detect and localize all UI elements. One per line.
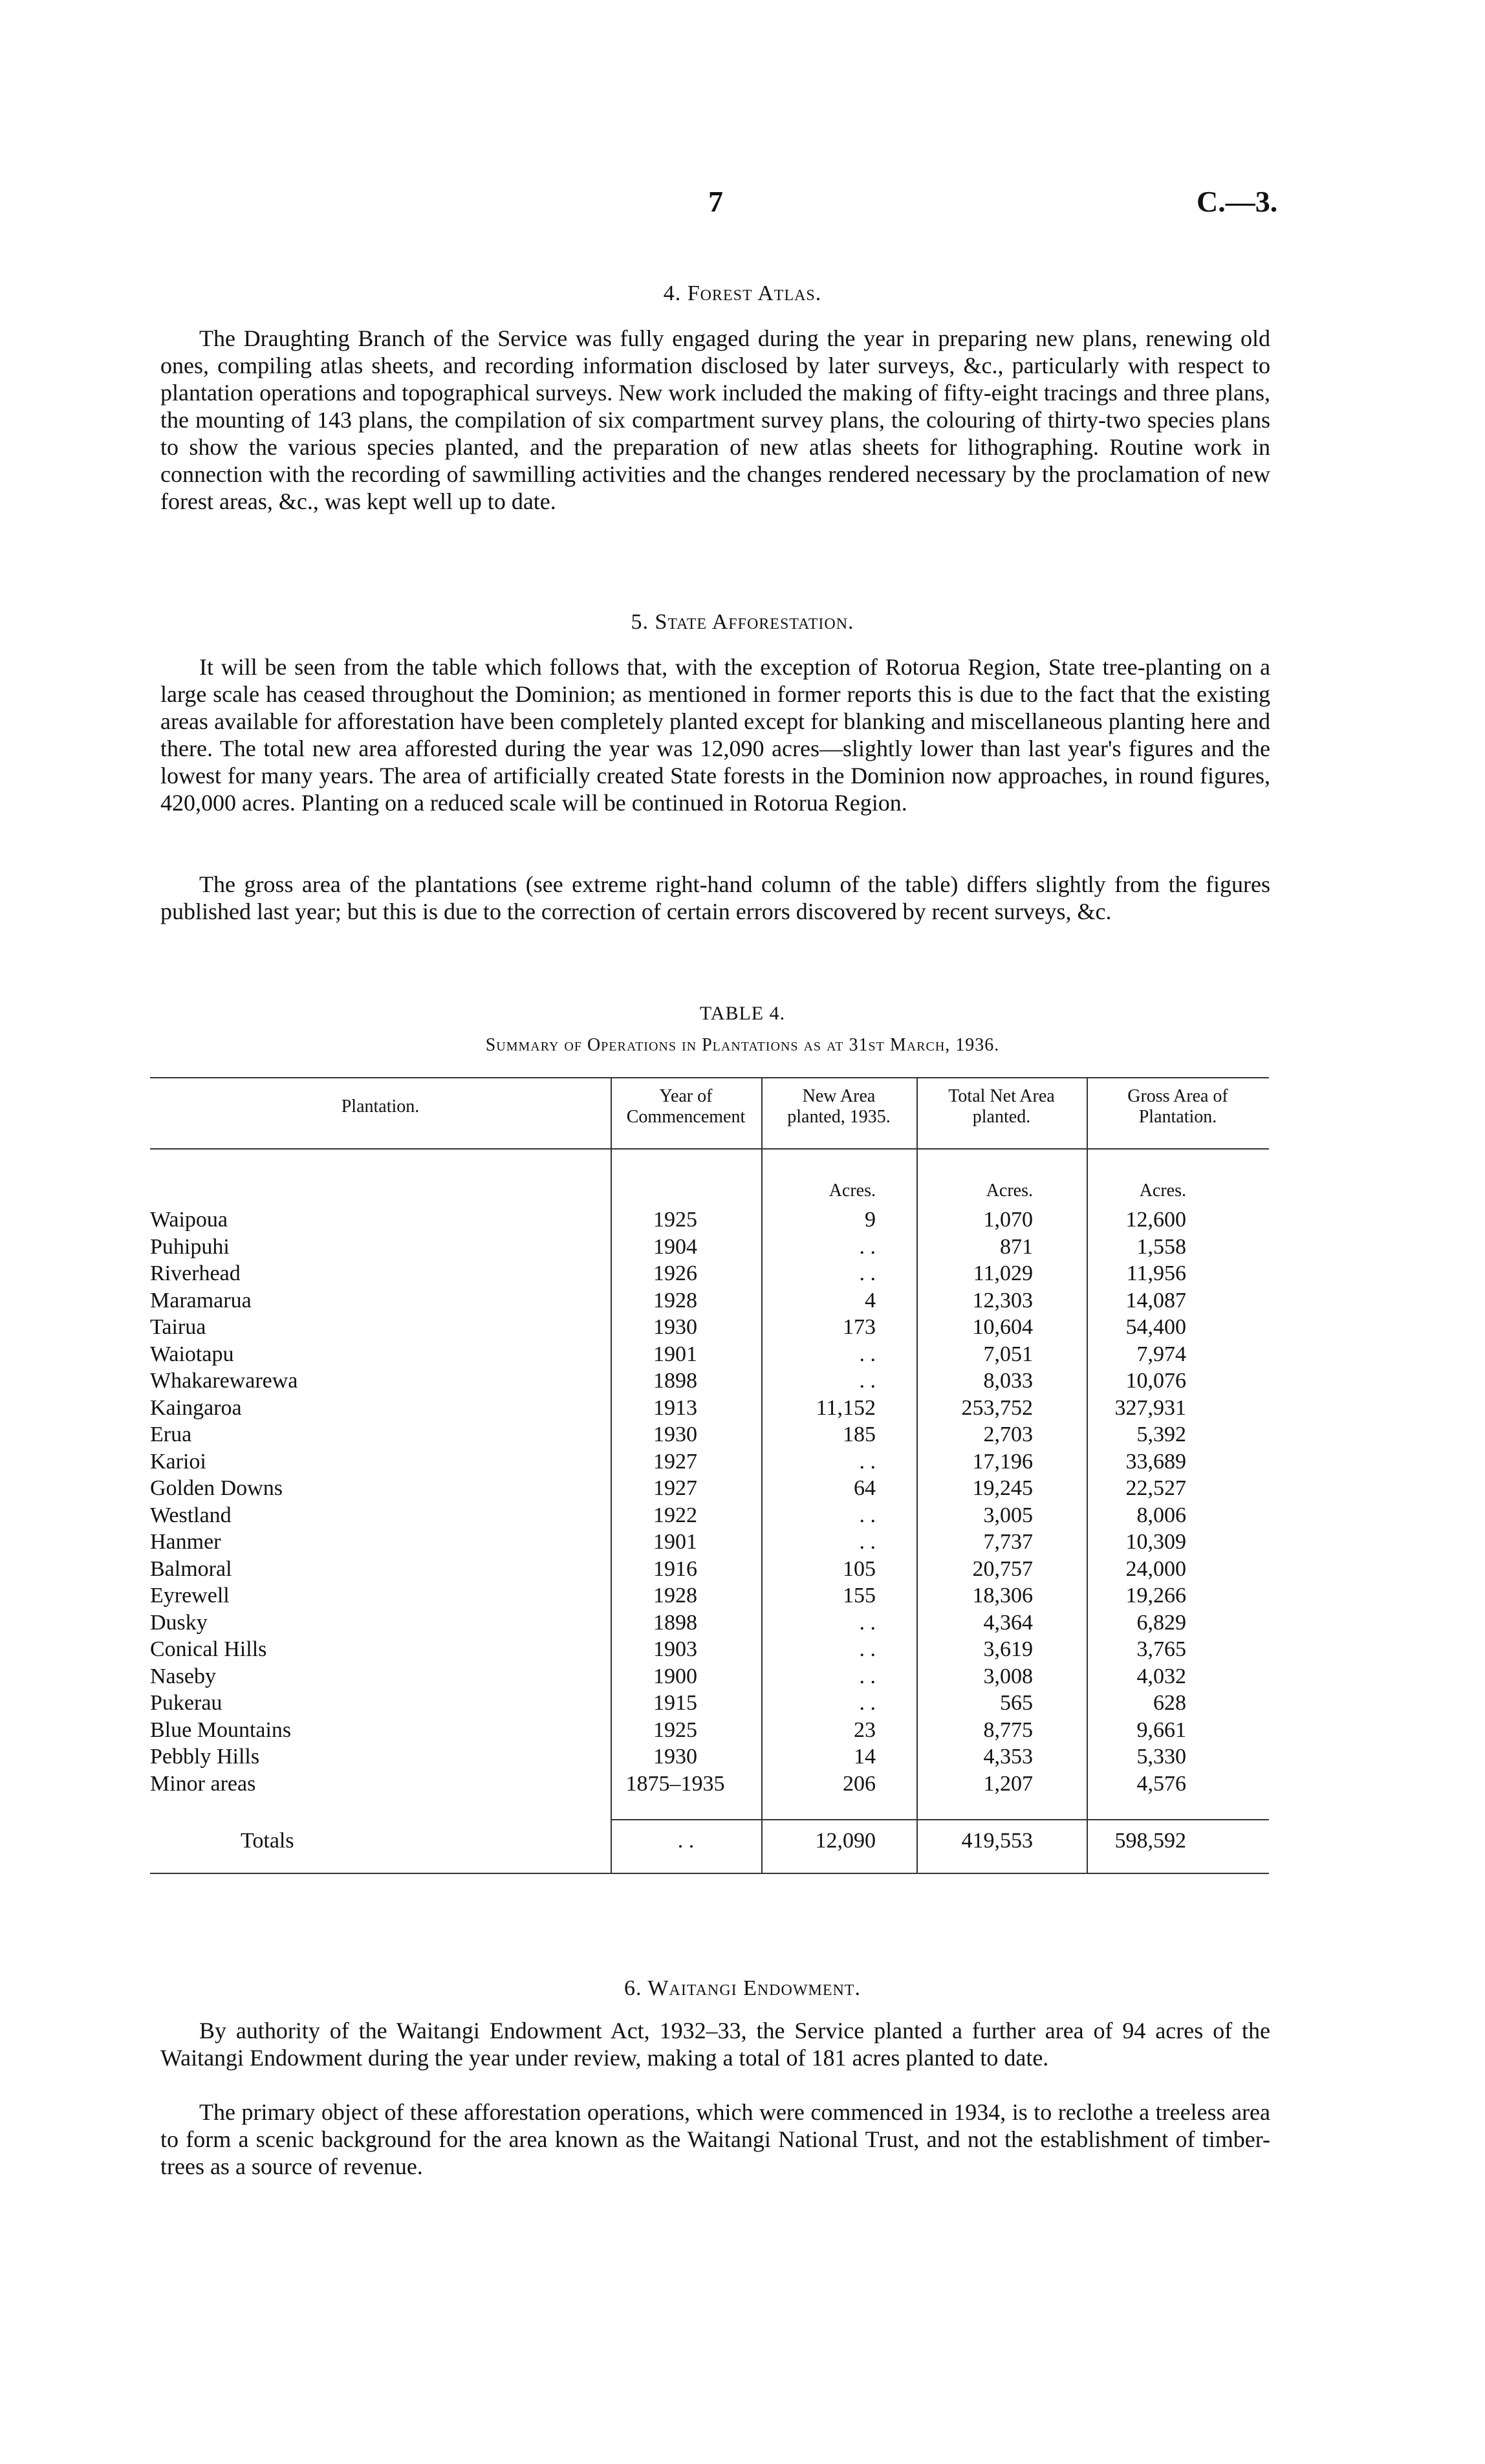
table-row [150,1529,1269,1555]
year-of-commencement: 1930 [653,1315,697,1339]
total-net-area: 8,775 [983,1717,1033,1742]
new-area-planted: . . [859,1261,876,1285]
table-row [150,1475,1269,1501]
year-of-commencement: 1925 [653,1717,697,1742]
total-net-area: 7,737 [983,1530,1033,1554]
table-top-rule [150,1077,1269,1078]
totals-label: Totals [241,1829,294,1853]
gross-area: 4,576 [1136,1771,1186,1796]
table-subtitle: Summary of Operations in Plantations as at 31st March, 1936. [485,1035,1000,1055]
new-area-planted: . . [859,1234,876,1259]
plantation-name: Dusky [150,1610,208,1635]
totals-net-area: 419,553 [961,1829,1033,1853]
new-area-planted: 105 [843,1556,876,1581]
total-net-area: 12,303 [972,1288,1033,1313]
table-row [150,1287,1269,1314]
year-of-commencement: 1915 [653,1691,697,1715]
report-code: C.—3. [1197,185,1278,218]
new-area-planted: 9 [865,1208,876,1232]
paragraph-waitangi-1: By authority of the Waitangi Endowment Act, 1932–33, the Service planted a further area of 94 acres of the Waitangi Endowment during the year under review, making a total of 181 acres planted to date. [160,2018,1270,2071]
total-net-area: 11,029 [973,1261,1033,1285]
paragraph-state-afforestation-1: It will be seen from the table which follows that, with the exception of Rotorua Region, State tree-planting on a large scale has ceased throughout the Dominion; as mentioned in former reports this is due to the fact that the existing areas available for afforestation have been completely planted except for blanking and miscellaneous planting here and there. The total new area afforested during the year was 12,090 acres—slightly lower than last year's figures and the lowest for many years. The area of artificially created State forests in the Dominion now approaches, in round figures, 420,000 acres. Planting on a reduced scale will be continued in Rotorua Region. [160,654,1270,816]
gross-area: 6,829 [1136,1610,1186,1635]
year-of-commencement: 1926 [653,1261,697,1285]
totals-gross-area: 598,592 [1114,1829,1186,1853]
plantation-name: Minor areas [150,1771,256,1796]
table-row [150,1690,1269,1716]
table-title: TABLE 4. [699,1003,786,1024]
year-of-commencement: 1922 [653,1503,697,1527]
new-area-planted: 155 [843,1584,876,1608]
gross-area: 8,006 [1136,1503,1186,1527]
totals-top-rule [611,1819,1269,1820]
year-of-commencement: 1916 [653,1556,697,1581]
plantation-name: Erua [150,1423,192,1446]
total-net-area: 20,757 [972,1556,1033,1581]
table-row [150,1368,1269,1394]
table-row [150,1743,1269,1770]
header-net-area [916,1086,1087,1128]
header-year [611,1086,761,1128]
table-row [150,1771,1269,1797]
plantation-name: Balmoral [150,1556,232,1581]
year-of-commencement: 1930 [653,1745,697,1769]
total-net-area: 565 [1000,1691,1033,1715]
table-row [150,1582,1269,1609]
table-row [150,1448,1269,1475]
header-net-area-line1: Total Net Area [948,1086,1055,1106]
header-new-area-line1: New Area [802,1086,876,1106]
gross-area: 14,087 [1125,1288,1186,1313]
paragraph-state-afforestation-2: The gross area of the plantations (see extreme right-hand column of the table) differs slightly from the figures published last year; but this is due to the correction of certain errors discovered by recent surveys, &c. [160,871,1270,924]
table-row [150,1314,1269,1340]
plantation-name: Naseby [150,1664,216,1688]
new-area-planted: 23 [854,1717,876,1742]
year-of-commencement: 1898 [653,1369,697,1393]
gross-area: 5,392 [1136,1423,1186,1446]
totals-row [150,1827,1269,1854]
gross-area: 628 [1153,1691,1186,1715]
plantation-name: Westland [150,1503,232,1527]
plantation-name: Puhipuhi [150,1234,230,1259]
plantation-name: Whakarewarewa [150,1369,298,1393]
new-area-planted: . . [859,1530,876,1554]
new-area-planted: 14 [854,1745,876,1769]
page-number: 7 [708,185,723,218]
total-net-area: 4,353 [983,1745,1033,1769]
table-row [150,1234,1269,1260]
plantation-name: Golden Downs [150,1476,283,1500]
header-plantation: Plantation. [341,1096,420,1117]
section-heading-forest-atlas: 4. Forest Atlas. [663,281,822,305]
gross-area: 5,330 [1136,1745,1186,1769]
gross-area: 33,689 [1125,1449,1186,1474]
total-net-area: 3,619 [983,1637,1033,1661]
new-area-planted: . . [859,1664,876,1688]
new-area-planted: . . [859,1503,876,1527]
year-of-commencement: 1930 [653,1423,697,1446]
year-of-commencement: 1900 [653,1664,697,1688]
table-row [150,1609,1269,1636]
total-net-area: 17,196 [972,1449,1033,1474]
header-year-line1: Year of [659,1086,713,1106]
new-area-planted: 173 [843,1315,876,1339]
year-of-commencement: 1901 [653,1530,697,1554]
total-net-area: 4,364 [983,1610,1033,1635]
header-gross-area-line2: Plantation. [1138,1107,1217,1127]
new-area-planted: 4 [865,1288,876,1313]
paragraph-forest-atlas: The Draughting Branch of the Service was fully engaged during the year in preparing new plans, renewing old ones, compiling atlas sheets, and recording information disclosed by later surveys, &c., particularly with respect to plantation operations and topographical surveys. New work included the making of fifty-eight tracings and three plans, the mounting of 143 plans, the compilation of six compartment survey plans, the colouring of thirty-two species plans to show the various species planted, and the preparation of new atlas sheets for lithographing. Routine work in connection with the recording of sawmilling activities and the changes rendered necessary by the proclamation of new forest areas, &c., was kept well up to date. [160,325,1270,514]
total-net-area: 1,207 [983,1771,1033,1796]
total-net-area: 3,005 [983,1503,1033,1527]
table-row [150,1636,1269,1663]
gross-area: 7,974 [1136,1342,1186,1366]
year-of-commencement: 1903 [653,1637,697,1661]
year-of-commencement: 1928 [653,1584,697,1608]
new-area-planted: . . [859,1637,876,1661]
total-net-area: 18,306 [972,1584,1033,1608]
gross-area: 11,956 [1126,1261,1186,1285]
year-of-commencement: 1927 [653,1476,697,1500]
plantation-name: Blue Mountains [150,1717,292,1742]
new-area-planted: 185 [843,1423,876,1446]
total-net-area: 871 [1000,1234,1033,1259]
new-area-planted: . . [859,1369,876,1393]
table-row [150,1421,1269,1448]
year-of-commencement: 1928 [653,1288,697,1313]
plantation-name: Waipoua [150,1208,228,1232]
total-net-area: 10,604 [972,1315,1033,1339]
gross-area: 1,558 [1136,1234,1186,1259]
new-area-planted: . . [859,1449,876,1474]
plantation-name: Maramarua [150,1288,252,1313]
gross-area: 9,661 [1136,1717,1186,1742]
section-heading-waitangi: 6. Waitangi Endowment. [624,1976,861,2000]
gross-area: 19,266 [1125,1584,1186,1608]
plantation-name: Pukerau [150,1691,222,1715]
gross-area: 327,931 [1114,1395,1186,1420]
header-new-area-line2: planted, 1935. [787,1107,891,1127]
table-row [150,1206,1269,1233]
gross-area: 10,309 [1125,1530,1186,1554]
gross-area: 22,527 [1125,1476,1186,1500]
unit-label-gross: Acres. [1139,1181,1186,1201]
year-of-commencement: 1898 [653,1610,697,1635]
gross-area: 54,400 [1125,1315,1186,1339]
header-net-area-line2: planted. [972,1107,1031,1127]
table-row [150,1341,1269,1368]
table-row [150,1556,1269,1582]
new-area-planted: . . [859,1342,876,1366]
plantation-name: Tairua [150,1315,206,1339]
unit-label-net: Acres. [986,1181,1033,1201]
gross-area: 24,000 [1125,1556,1186,1581]
table-row [150,1395,1269,1421]
year-of-commencement: 1875–1935 [625,1771,725,1796]
total-net-area: 8,033 [983,1369,1033,1393]
header-year-line2: Commencement [626,1107,746,1127]
total-net-area: 2,703 [983,1423,1033,1446]
section-heading-state-afforestation: 5. State Afforestation. [631,610,854,634]
table-row [150,1260,1269,1287]
new-area-planted: . . [859,1691,876,1715]
table-bottom-rule [150,1873,1269,1874]
total-net-area: 1,070 [983,1208,1033,1232]
gross-area: 3,765 [1136,1637,1186,1661]
year-of-commencement: 1901 [653,1342,697,1366]
plantations-table [150,1077,1269,1874]
new-area-planted: 11,152 [816,1395,876,1420]
plantation-name: Karioi [150,1449,206,1474]
year-of-commencement: 1925 [653,1208,697,1232]
new-area-planted: 64 [854,1476,876,1500]
plantation-name: Eyrewell [150,1584,230,1608]
header-gross-area-line1: Gross Area of [1127,1086,1228,1106]
unit-label-new: Acres. [829,1181,876,1201]
plantation-name: Riverhead [150,1261,241,1285]
table-header-rule [150,1148,1269,1150]
gross-area: 10,076 [1125,1369,1186,1393]
table-row [150,1663,1269,1690]
new-area-planted: . . [859,1610,876,1635]
table-row [150,1717,1269,1743]
total-net-area: 253,752 [961,1395,1033,1420]
header-gross-area [1087,1086,1269,1128]
new-area-planted: 206 [843,1771,876,1796]
table-row [150,1502,1269,1529]
plantation-name: Pebbly Hills [150,1745,260,1769]
total-net-area: 19,245 [972,1476,1033,1500]
gross-area: 4,032 [1136,1664,1186,1688]
year-of-commencement: 1927 [653,1449,697,1474]
totals-new-area: 12,090 [815,1829,876,1853]
gross-area: 12,600 [1125,1208,1186,1232]
header-new-area [761,1086,916,1128]
total-net-area: 3,008 [983,1664,1033,1688]
paragraph-waitangi-2: The primary object of these afforestation operations, which were commenced in 1934, is to reclothe a treeless area to form a scenic background for the area known as the Waitangi National Trust, and not the establishment of timber-trees as a source of revenue. [160,2099,1270,2179]
total-net-area: 7,051 [983,1342,1033,1366]
year-of-commencement: 1904 [653,1234,697,1259]
plantation-name: Hanmer [150,1530,221,1554]
plantation-name: Conical Hills [150,1637,267,1661]
totals-year: . . [677,1829,695,1853]
plantation-name: Waiotapu [150,1342,234,1366]
year-of-commencement: 1913 [653,1395,697,1420]
plantation-name: Kaingaroa [150,1395,242,1420]
